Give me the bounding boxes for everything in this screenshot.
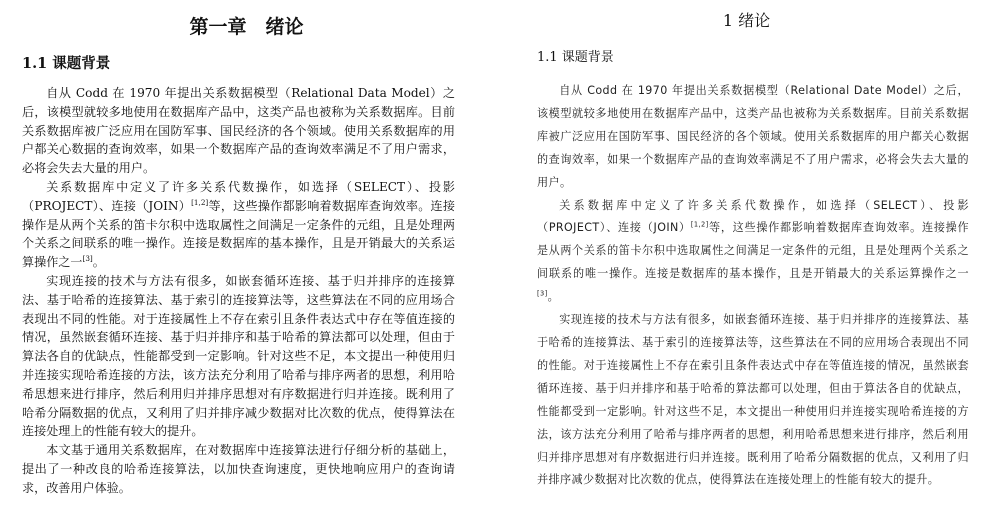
citation: [3] xyxy=(537,289,548,298)
paragraph-3: 实现连接的技术与方法有很多，如嵌套循环连接、基于归并排序的连接算法、基于哈希的连接算法、基于索引的连接算法等，这些算法在不同的应用场合表现出不同的性能。对于连接属性上不存在索引且条件表达式中存在等值连接的情况，虽然嵌套循环连接、基于归并排序和基于哈希的算法都可以处理，但由于算法各自的优缺点，性能都受到一定影响。针对这些不足，本文提出一种使用归并连接实现哈希连接的方法，该方法充分利用了哈希与排序两者的思想，利用哈希思想来进行排序，然后利用归并排序思想对有序数据进行归并连接。既利用了哈希分隔数据的优点，又利用了归并排序减少数据对比次数的优点，使得算法在连接处理上的性能有较大的提升。 xyxy=(22,273,455,439)
paragraph-2-part-c: 。 xyxy=(547,290,560,304)
section-heading: 1.1 课题背景 xyxy=(537,50,614,65)
paragraph-2-part-a: 关系数据库中定义了许多关系代数操作，如选择（SELECT）、投影（PROJECT）、连接（JOIN） xyxy=(22,179,455,213)
paragraph-3: 实现连接的技术与方法有很多，如嵌套循环连接、基于归并排序的连接算法、基于哈希的连接算法、基于索引的连接算法等，这些算法在不同的应用场合表现出不同的性能。对于连接属性上不存在索引且条件表达式中存在等值连接的情况，虽然嵌套循环连接、基于归并排序和基于哈希的算法都可以处理，但由于算法各自的优缺点，性能都受到一定影响。针对这些不足，本文提出一种使用归并连接实现哈希连接的方法，该方法充分利用了哈希与排序两者的思想，利用哈希思想来进行排序，然后利用归并排序思想对有序数据进行归并连接。既利用了哈希分隔数据的优点，又利用了归并排序减少数据对比次数的优点，使得算法在连接处理上的性能有较大的提升。 xyxy=(537,313,969,487)
paragraph-1: 自从 Codd 在 1970 年提出关系数据模型（Relational Data Model）之后，该模型就较多地使用在数据库产品中，这类产品也被称为关系数据库。目前关系数据库被广泛应用在国防军事、国民经济的各个领域。使用关系数据库的用户都关心数据的查询效率，如果一个数据库产品的查询效率满足不了用户需求，必将会失去大量的用户。 xyxy=(22,86,455,176)
paragraph-2 xyxy=(22,178,455,272)
section-heading: 1.1 课题背景 xyxy=(22,55,111,72)
citation: [1,2] xyxy=(191,197,209,207)
paragraph-2-part-a: 关系数据库中定义了许多关系代数操作，如选择（SELECT）、投影（PROJECT）、连接（JOIN） xyxy=(537,198,969,235)
paragraph-2-part-c: 。 xyxy=(92,255,105,270)
paragraph-1: 自从 Codd 在 1970 年提出关系数据模型（Relational Date Model）之后，该模型就较多地使用在数据库产品中，这类产品也被称为关系数据库。目前关系数据库被广泛应用在国防军事、国民经济的各个领域。使用关系数据库的用户都关心数据的查询效率，如果一个数据库产品的查询效率满足不了用户需求，必将会失去大量的用户。 xyxy=(537,84,969,189)
citation: [3] xyxy=(82,254,93,264)
citation: [1,2] xyxy=(690,220,709,229)
right-page-scan xyxy=(500,0,993,528)
page-divider xyxy=(493,0,500,528)
chapter-title: 1 绪论 xyxy=(722,11,771,30)
body-text xyxy=(22,84,455,498)
body-text xyxy=(537,80,969,492)
chapter-title: 第一章 绪论 xyxy=(189,16,304,38)
paragraph-2-part-b: 等，这些操作都影响着数据库查询效率。连接操作是从两个关系的笛卡尔积中选取属性之间满足一定条件的元组，且是处理两个关系之间联系的唯一操作。连接是数据库的基本操作，且是开销最大的关系运算操作之一 xyxy=(537,221,969,281)
paragraph-2-part-b: 等，这些操作都影响着数据库查询效率。连接操作是从两个关系的笛卡尔积中选取属性之间满足一定条件的元组，且是处理两个关系之间联系的唯一操作。连接是数据库的基本操作，且是开销最大的关系运算操作之一 xyxy=(22,198,455,270)
paragraph-4: 本文基于通用关系数据库，在对数据库中连接算法进行仔细分析的基础上，提出了一种改良的哈希连接算法，以加快查询速度，更快地响应用户的查询请求，改善用户体验。 xyxy=(22,443,455,495)
paragraph-2 xyxy=(537,195,969,310)
left-page-scan xyxy=(0,0,493,528)
